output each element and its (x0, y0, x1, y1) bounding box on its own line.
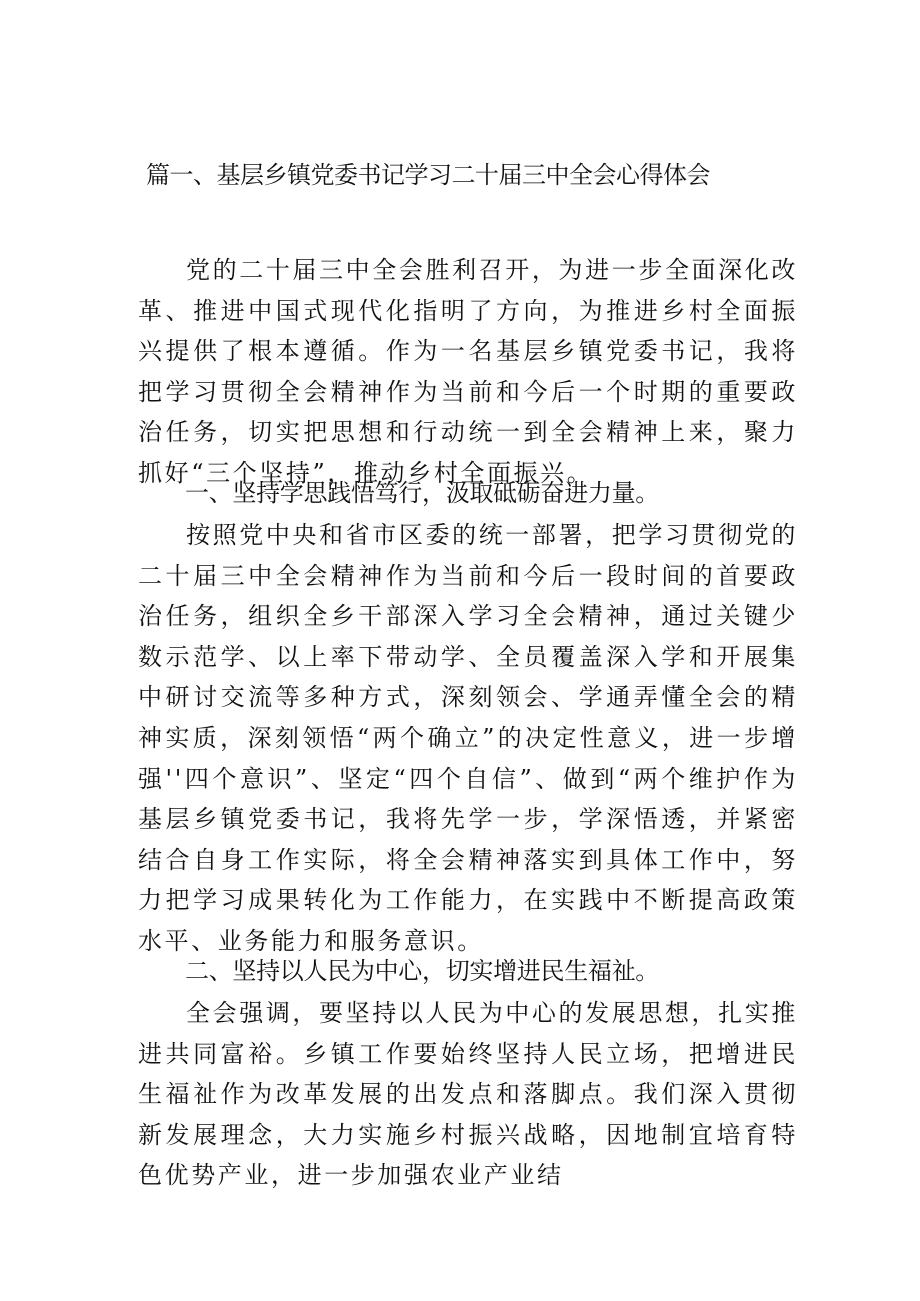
document-title: 篇一、基层乡镇党委书记学习二十届三中全会心得体会 (146, 161, 710, 189)
paragraph-section-2: 全会强调，要坚持以人民为中心的发展思想，扎实推进共同富裕。乡镇工作要始终坚持人民立场，把增进民生福祉作为改革发展的出发点和落脚点。我们深入贯彻新发展理念，大力实施乡村振兴战略，因地制宜培育特色优势产业，进一步加强农业产业结 (138, 999, 798, 1190)
section-heading-1: 一、坚持学思践悟笃行，汲取砥砺奋进力量。 (185, 479, 659, 507)
section-heading-2: 二、坚持以人民为中心，切实增进民生福祉。 (185, 957, 659, 985)
paragraph-section-1: 按照党中央和省市区委的统一部署，把学习贯彻党的二十届三中全会精神作为当前和今后一段时间的首要政治任务，组织全乡干部深入学习全会精神，通过关键少数示范学、以上率下带动学、全员覆盖深入学和开展集中研讨交流等多种方式，深刻领会、学通弄懂全会的精神实质，深刻领悟“两个确立”的决定性意义，进一步增强''四个意识”、坚定“四个自信”、做到“两个维护作为基层乡镇党委书记，我将先学一步，学深悟透，并紧密结合自身工作实际，将全会精神落实到具体工作中，努力把学习成果转化为工作能力，在实践中不断提高政策水平、业务能力和服务意识。 (138, 521, 798, 955)
paragraph-intro: 党的二十届三中全会胜利召开，为进一步全面深化改革、推进中国式现代化指明了方向，为推进乡村全面振兴提供了根本遵循。作为一名基层乡镇党委书记，我将把学习贯彻全会精神作为当前和今后一个时期的重要政治任务，切实把思想和行动统一到全会精神上来，聚力抓好“三个坚持”，推动乡村全面振兴。 (138, 256, 798, 487)
